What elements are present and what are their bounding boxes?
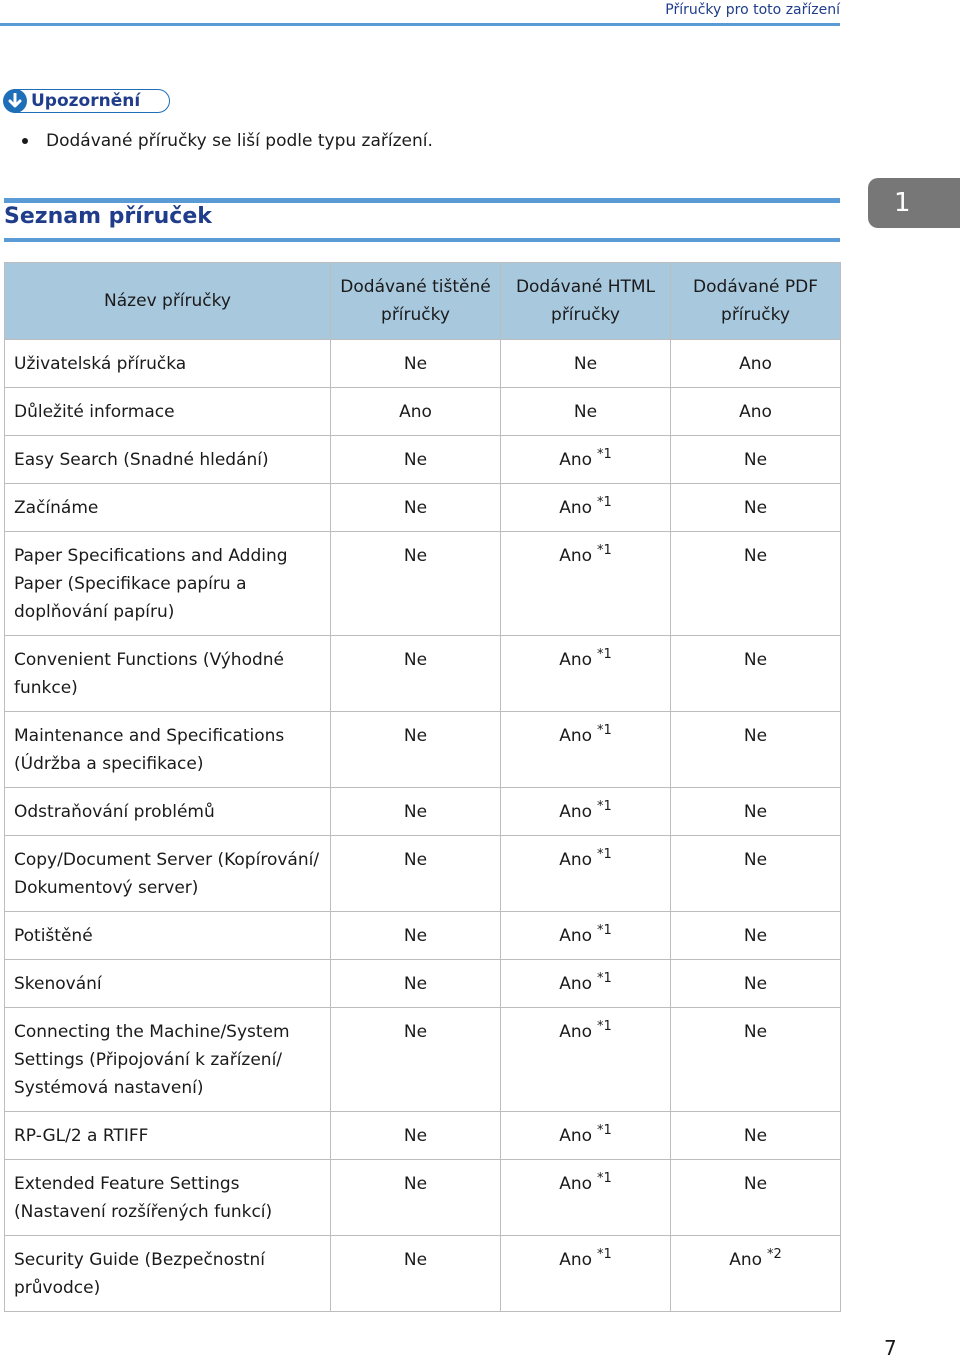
table-row (5, 1008, 841, 1112)
printed-value: Ne (403, 546, 428, 566)
html-cell (501, 532, 671, 636)
header-printed: Dodávané tištěné příručky (331, 263, 501, 340)
footnote-mark: *1 (597, 1171, 612, 1187)
printed-cell (331, 912, 501, 960)
pdf-cell (671, 1112, 841, 1160)
html-cell (501, 1112, 671, 1160)
printed-cell (331, 712, 501, 788)
footnote-mark: *1 (597, 799, 612, 815)
table-row (5, 788, 841, 836)
printed-value: Ano (399, 402, 432, 422)
manual-name-cell: Potištěné (5, 912, 331, 960)
table-row (5, 912, 841, 960)
printed-value: Ne (403, 1174, 428, 1194)
pdf-value: Ne (743, 850, 768, 870)
html-cell (501, 960, 671, 1008)
manual-name-cell: Skenování (5, 960, 331, 1008)
footnote-mark: *1 (597, 495, 612, 511)
html-cell (501, 1008, 671, 1112)
table-row (5, 836, 841, 912)
printed-cell (331, 636, 501, 712)
html-cell (501, 912, 671, 960)
printed-cell (331, 1112, 501, 1160)
printed-cell (331, 436, 501, 484)
header-manual-name: Název příručky (5, 263, 331, 340)
html-cell (501, 788, 671, 836)
chapter-number: 1 (894, 188, 911, 218)
pdf-value: Ne (743, 450, 768, 470)
section-divider-bottom (4, 238, 840, 242)
table-row (5, 1236, 841, 1312)
pdf-value: Ne (743, 726, 768, 746)
table-row (5, 436, 841, 484)
printed-value: Ne (403, 1250, 428, 1270)
printed-cell (331, 1236, 501, 1312)
printed-value: Ne (403, 1126, 428, 1146)
manual-name-cell: Easy Search (Snadné hledání) (5, 436, 331, 484)
html-value: Ano (559, 650, 593, 670)
manual-name-cell: Connecting the Machine/System Settings (Připojování k zařízení/ Systémová nastavení) (5, 1008, 331, 1112)
manual-name-cell: Začínáme (5, 484, 331, 532)
printed-cell (331, 836, 501, 912)
pdf-cell (671, 788, 841, 836)
table-row (5, 388, 841, 436)
notice-label: Upozornění (31, 91, 141, 111)
table-body (5, 340, 841, 1312)
notice-text: Dodávané příručky se liší podle typu zařízení. (46, 131, 433, 151)
html-value: Ano (559, 1022, 593, 1042)
html-value: Ne (573, 354, 598, 374)
manual-name-cell: Odstraňování problémů (5, 788, 331, 836)
manual-name-cell: Copy/Document Server (Kopírování/ Dokumentový server) (5, 836, 331, 912)
notice-bullet (22, 131, 433, 151)
running-header-title: Příručky pro toto zařízení (665, 2, 840, 18)
printed-cell (331, 388, 501, 436)
printed-value: Ne (403, 802, 428, 822)
table-row (5, 960, 841, 1008)
printed-cell (331, 340, 501, 388)
chapter-tab (868, 178, 960, 228)
printed-value: Ne (403, 726, 428, 746)
html-cell (501, 436, 671, 484)
pdf-value: Ne (743, 802, 768, 822)
pdf-cell (671, 1236, 841, 1312)
printed-value: Ne (403, 1022, 428, 1042)
footnote-mark: *1 (597, 543, 612, 559)
printed-value: Ne (403, 450, 428, 470)
pdf-value: Ano (739, 354, 772, 374)
manual-name-cell: Uživatelská příručka (5, 340, 331, 388)
manual-name-cell: Convenient Functions (Výhodné funkce) (5, 636, 331, 712)
pdf-value: Ne (743, 498, 768, 518)
notice-box (4, 89, 170, 113)
html-value: Ano (559, 726, 593, 746)
bullet-icon (22, 138, 28, 144)
html-cell (501, 484, 671, 532)
html-value: Ano (559, 1126, 593, 1146)
footnote-mark: *1 (597, 923, 612, 939)
html-cell (501, 340, 671, 388)
manual-name-cell: Důležité informace (5, 388, 331, 436)
manual-name-cell: Paper Specifications and Adding Paper (Specifikace papíru a doplňování papíru) (5, 532, 331, 636)
printed-value: Ne (403, 650, 428, 670)
footnote-mark: *1 (597, 971, 612, 987)
page-number: 7 (884, 1336, 897, 1360)
pdf-value: Ano (729, 1250, 763, 1270)
manual-name-cell: Extended Feature Settings (Nastavení rozšířených funkcí) (5, 1160, 331, 1236)
table-row (5, 484, 841, 532)
pdf-value: Ne (743, 1022, 768, 1042)
printed-cell (331, 788, 501, 836)
pdf-cell (671, 712, 841, 788)
table-row (5, 340, 841, 388)
table-row (5, 636, 841, 712)
footnote-mark: *1 (597, 447, 612, 463)
pdf-cell (671, 636, 841, 712)
printed-value: Ne (403, 498, 428, 518)
footnote-mark: *1 (597, 647, 612, 663)
pdf-cell (671, 436, 841, 484)
arrow-down-icon (3, 89, 27, 113)
pdf-value: Ne (743, 546, 768, 566)
manual-name-cell: Maintenance and Specifications (Údržba a specifikace) (5, 712, 331, 788)
pdf-value: Ne (743, 926, 768, 946)
html-value: Ano (559, 1174, 593, 1194)
footnote-mark: *1 (597, 847, 612, 863)
manual-name-cell: Security Guide (Bezpečnostní průvodce) (5, 1236, 331, 1312)
table-row (5, 712, 841, 788)
html-value: Ano (559, 450, 593, 470)
html-value: Ano (559, 802, 593, 822)
pdf-cell (671, 532, 841, 636)
html-value: Ano (559, 1250, 593, 1270)
section-divider-top (4, 198, 840, 203)
pdf-cell (671, 836, 841, 912)
printed-cell (331, 960, 501, 1008)
footnote-mark: *1 (597, 1123, 612, 1139)
printed-value: Ne (403, 974, 428, 994)
pdf-value: Ano (739, 402, 772, 422)
html-cell (501, 1236, 671, 1312)
pdf-value: Ne (743, 1126, 768, 1146)
printed-cell (331, 1160, 501, 1236)
header-html: Dodávané HTML příručky (501, 263, 671, 340)
running-header (0, 0, 840, 26)
printed-cell (331, 532, 501, 636)
footnote-mark: *2 (767, 1247, 782, 1263)
printed-value: Ne (403, 850, 428, 870)
section-title: Seznam příruček (4, 204, 212, 229)
html-value: Ano (559, 850, 593, 870)
table-header-row (5, 263, 841, 340)
html-value: Ano (559, 926, 593, 946)
manual-name-cell: RP-GL/2 a RTIFF (5, 1112, 331, 1160)
table-row (5, 532, 841, 636)
html-cell (501, 1160, 671, 1236)
pdf-cell (671, 960, 841, 1008)
pdf-value: Ne (743, 974, 768, 994)
html-value: Ano (559, 974, 593, 994)
pdf-cell (671, 1008, 841, 1112)
html-value: Ano (559, 498, 593, 518)
pdf-cell (671, 912, 841, 960)
header-pdf: Dodávané PDF příručky (671, 263, 841, 340)
html-cell (501, 636, 671, 712)
printed-cell (331, 484, 501, 532)
pdf-value: Ne (743, 1174, 768, 1194)
pdf-cell (671, 388, 841, 436)
pdf-value: Ne (743, 650, 768, 670)
footnote-mark: *1 (597, 1019, 612, 1035)
manuals-table (4, 262, 841, 1312)
html-value: Ano (559, 546, 593, 566)
html-cell (501, 712, 671, 788)
pdf-cell (671, 484, 841, 532)
pdf-cell (671, 340, 841, 388)
printed-value: Ne (403, 926, 428, 946)
table-row (5, 1160, 841, 1236)
html-value: Ne (573, 402, 598, 422)
html-cell (501, 388, 671, 436)
pdf-cell (671, 1160, 841, 1236)
printed-value: Ne (403, 354, 428, 374)
footnote-mark: *1 (597, 723, 612, 739)
html-cell (501, 836, 671, 912)
printed-cell (331, 1008, 501, 1112)
footnote-mark: *1 (597, 1247, 612, 1263)
table-row (5, 1112, 841, 1160)
